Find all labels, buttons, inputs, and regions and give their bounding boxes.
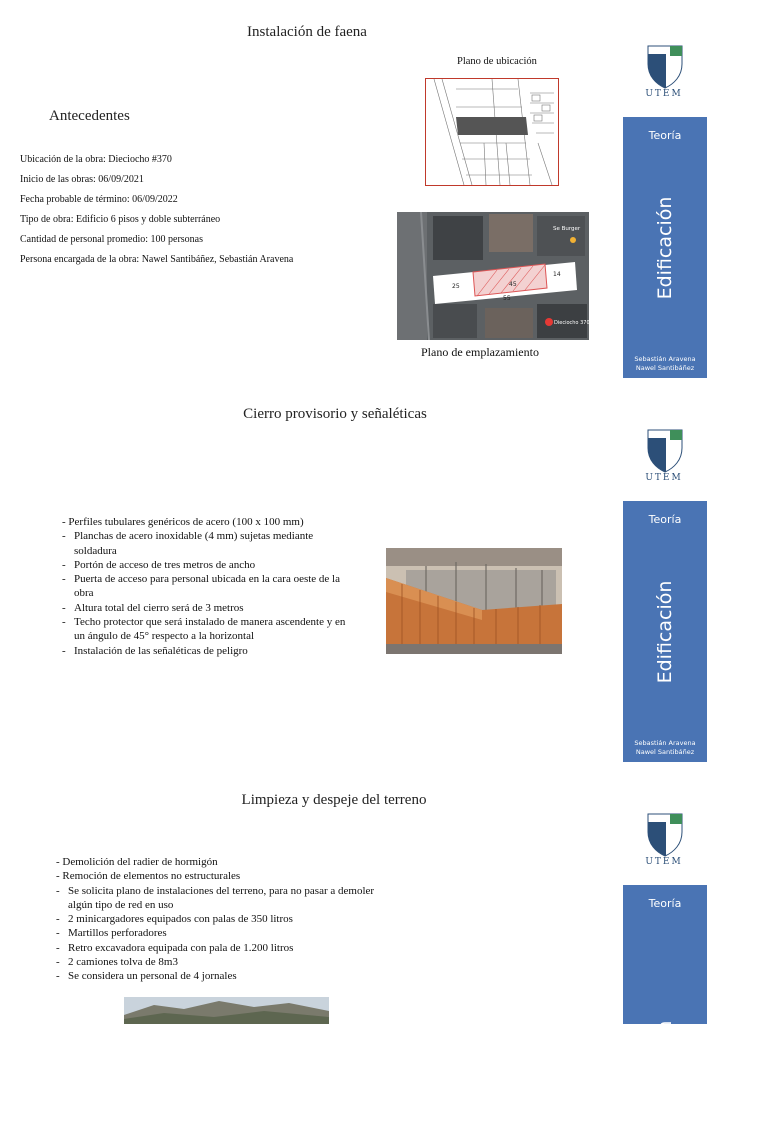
bullet-item (56, 869, 376, 883)
map-place-dieciocho: Dieciocho 370 (554, 320, 590, 326)
bullet-marker: - (62, 601, 66, 614)
bullet-item (56, 855, 376, 869)
bullet-text: Puerta de acceso para personal ubicada en la cara oeste de la obra (74, 573, 340, 600)
bullet-marker: - (56, 856, 60, 868)
map-place-burger: Se Burger (553, 226, 581, 232)
slide1-title: Instalación de faena (247, 24, 367, 40)
bullet-marker: - (62, 558, 66, 571)
project-info (20, 150, 293, 270)
utem-logo-3 (634, 808, 694, 874)
info-start-date: Inicio de las obras: 06/09/2021 (20, 174, 144, 185)
bullet-item (56, 884, 376, 913)
utem-logo-1 (634, 40, 694, 106)
bullet-text: Se solicita plano de instalaciones del terreno, para no pasar a demoler algún tipo de red en uso (68, 884, 375, 911)
bullet-marker: - (62, 530, 66, 543)
author-2: Nawel Santibáñez (635, 363, 695, 372)
bullet-text: Remoción de elementos no estructurales (62, 870, 241, 883)
utem-logo-text: UTEM (645, 857, 683, 867)
bullet-text: Perfiles tubulares genéricos de acero (100 x 100 mm) (68, 516, 304, 528)
utem-logo-2 (634, 424, 694, 490)
slide3-title: Limpieza y despeje del terreno (241, 792, 427, 808)
plano-ubicacion-caption: Plano de ubicación (457, 56, 537, 67)
bullet-item (62, 515, 347, 529)
fence-photo-drawing (386, 548, 562, 654)
site-aerial-map (397, 212, 589, 340)
location-plan-drawing (426, 79, 558, 185)
side-panel-authors (623, 739, 707, 756)
slide3-bullet-list (56, 855, 376, 984)
terrain-photo (124, 997, 329, 1024)
bullet-marker: - (56, 870, 60, 883)
bullet-marker: - (62, 644, 66, 657)
bullet-marker: - (56, 927, 60, 940)
side-panel-teoria: Teoría (648, 897, 682, 910)
side-panel-teoria: Teoría (648, 513, 682, 526)
antecedentes-title: Antecedentes (49, 108, 130, 124)
bullet-marker: - (56, 884, 60, 897)
map-dim-14: 14 (553, 271, 561, 278)
side-panel-edificacion: Edificación (654, 1020, 676, 1123)
bullet-text: Altura total del cierro será de 3 metros (74, 601, 244, 614)
bullet-marker: - (62, 516, 66, 528)
bullet-text: Martillos perforadores (68, 927, 167, 940)
map-dim-45: 45 (509, 281, 517, 288)
bullet-text: Demolición del radier de hormigón (62, 856, 218, 868)
bullet-item (56, 955, 376, 969)
plano-emplazamiento-caption: Plano de emplazamiento (421, 345, 539, 359)
utem-logo-text: UTEM (645, 473, 683, 483)
map-dim-55: 55 (503, 295, 511, 302)
bullet-item (62, 644, 347, 658)
author-1: Sebastián Aravena (634, 355, 696, 363)
bullet-item (62, 558, 347, 572)
bullet-marker: - (56, 970, 60, 983)
utem-logo-text: UTEM (645, 89, 683, 99)
map-pin-icon (570, 237, 576, 243)
bullet-text: Retro excavadora equipada con pala de 1.200 litros (68, 941, 294, 954)
info-location: Ubicación de la obra: Dieciocho #370 (20, 154, 172, 165)
side-panel-edificacion: Edificación (654, 196, 676, 299)
info-work-type: Tipo de obra: Edificio 6 pisos y doble subterráneo (20, 214, 221, 225)
aerial-map-drawing (397, 212, 589, 340)
side-panel-authors (623, 355, 707, 372)
side-panel-2 (623, 501, 707, 762)
bullet-item (56, 926, 376, 940)
bullet-item (62, 615, 347, 644)
bullet-marker: - (62, 616, 66, 629)
bullet-text: 2 minicargadores equipados con palas de 350 litros (68, 913, 293, 926)
author-2: Nawel Santibáñez (635, 747, 695, 756)
bullet-item (56, 941, 376, 955)
location-plan-image (425, 78, 559, 186)
utem-shield-icon (634, 808, 694, 858)
map-dim-25: 25 (452, 283, 460, 290)
utem-shield-icon (634, 424, 694, 474)
utem-shield-icon (634, 40, 694, 90)
author-1: Sebastián Aravena (634, 739, 696, 747)
info-manager: Persona encargada de la obra: Nawel Santibáñez, Sebastián Aravena (20, 254, 294, 265)
bullet-item (56, 912, 376, 926)
bullet-text: Instalación de las señaléticas de peligro (74, 644, 248, 657)
map-location-pin-icon (545, 318, 553, 326)
side-panel-teoria: Teoría (648, 129, 682, 142)
bullet-item (62, 601, 347, 615)
bullet-marker: - (56, 956, 60, 969)
bullet-text: Techo protector que será instalado de manera ascendente y en un ángulo de 45° respecto a la horizontal (74, 616, 346, 643)
bullet-marker: - (62, 573, 66, 586)
bullet-item (56, 969, 376, 983)
side-panel-1 (623, 117, 707, 378)
side-panel-3 (623, 885, 707, 1123)
bullet-item (62, 529, 347, 558)
bullet-text: Planchas de acero inoxidable (4 mm) sujetas mediante soldadura (74, 530, 314, 557)
bullet-text: Portón de acceso de tres metros de ancho (74, 558, 256, 571)
slide2-bullet-list (62, 515, 347, 658)
fence-photo (386, 548, 562, 654)
bullet-marker: - (56, 941, 60, 954)
terrain-photo-drawing (124, 997, 329, 1024)
bullet-item (62, 572, 347, 601)
info-end-date: Fecha probable de término: 06/09/2022 (20, 194, 178, 205)
info-personnel: Cantidad de personal promedio: 100 personas (20, 234, 204, 245)
bullet-marker: - (56, 913, 60, 926)
bullet-text: 2 camiones tolva de 8m3 (68, 956, 178, 969)
side-panel-edificacion: Edificación (654, 580, 676, 683)
bullet-text: Se considera un personal de 4 jornales (68, 970, 237, 983)
slide2-title: Cierro provisorio y señaléticas (243, 406, 427, 422)
